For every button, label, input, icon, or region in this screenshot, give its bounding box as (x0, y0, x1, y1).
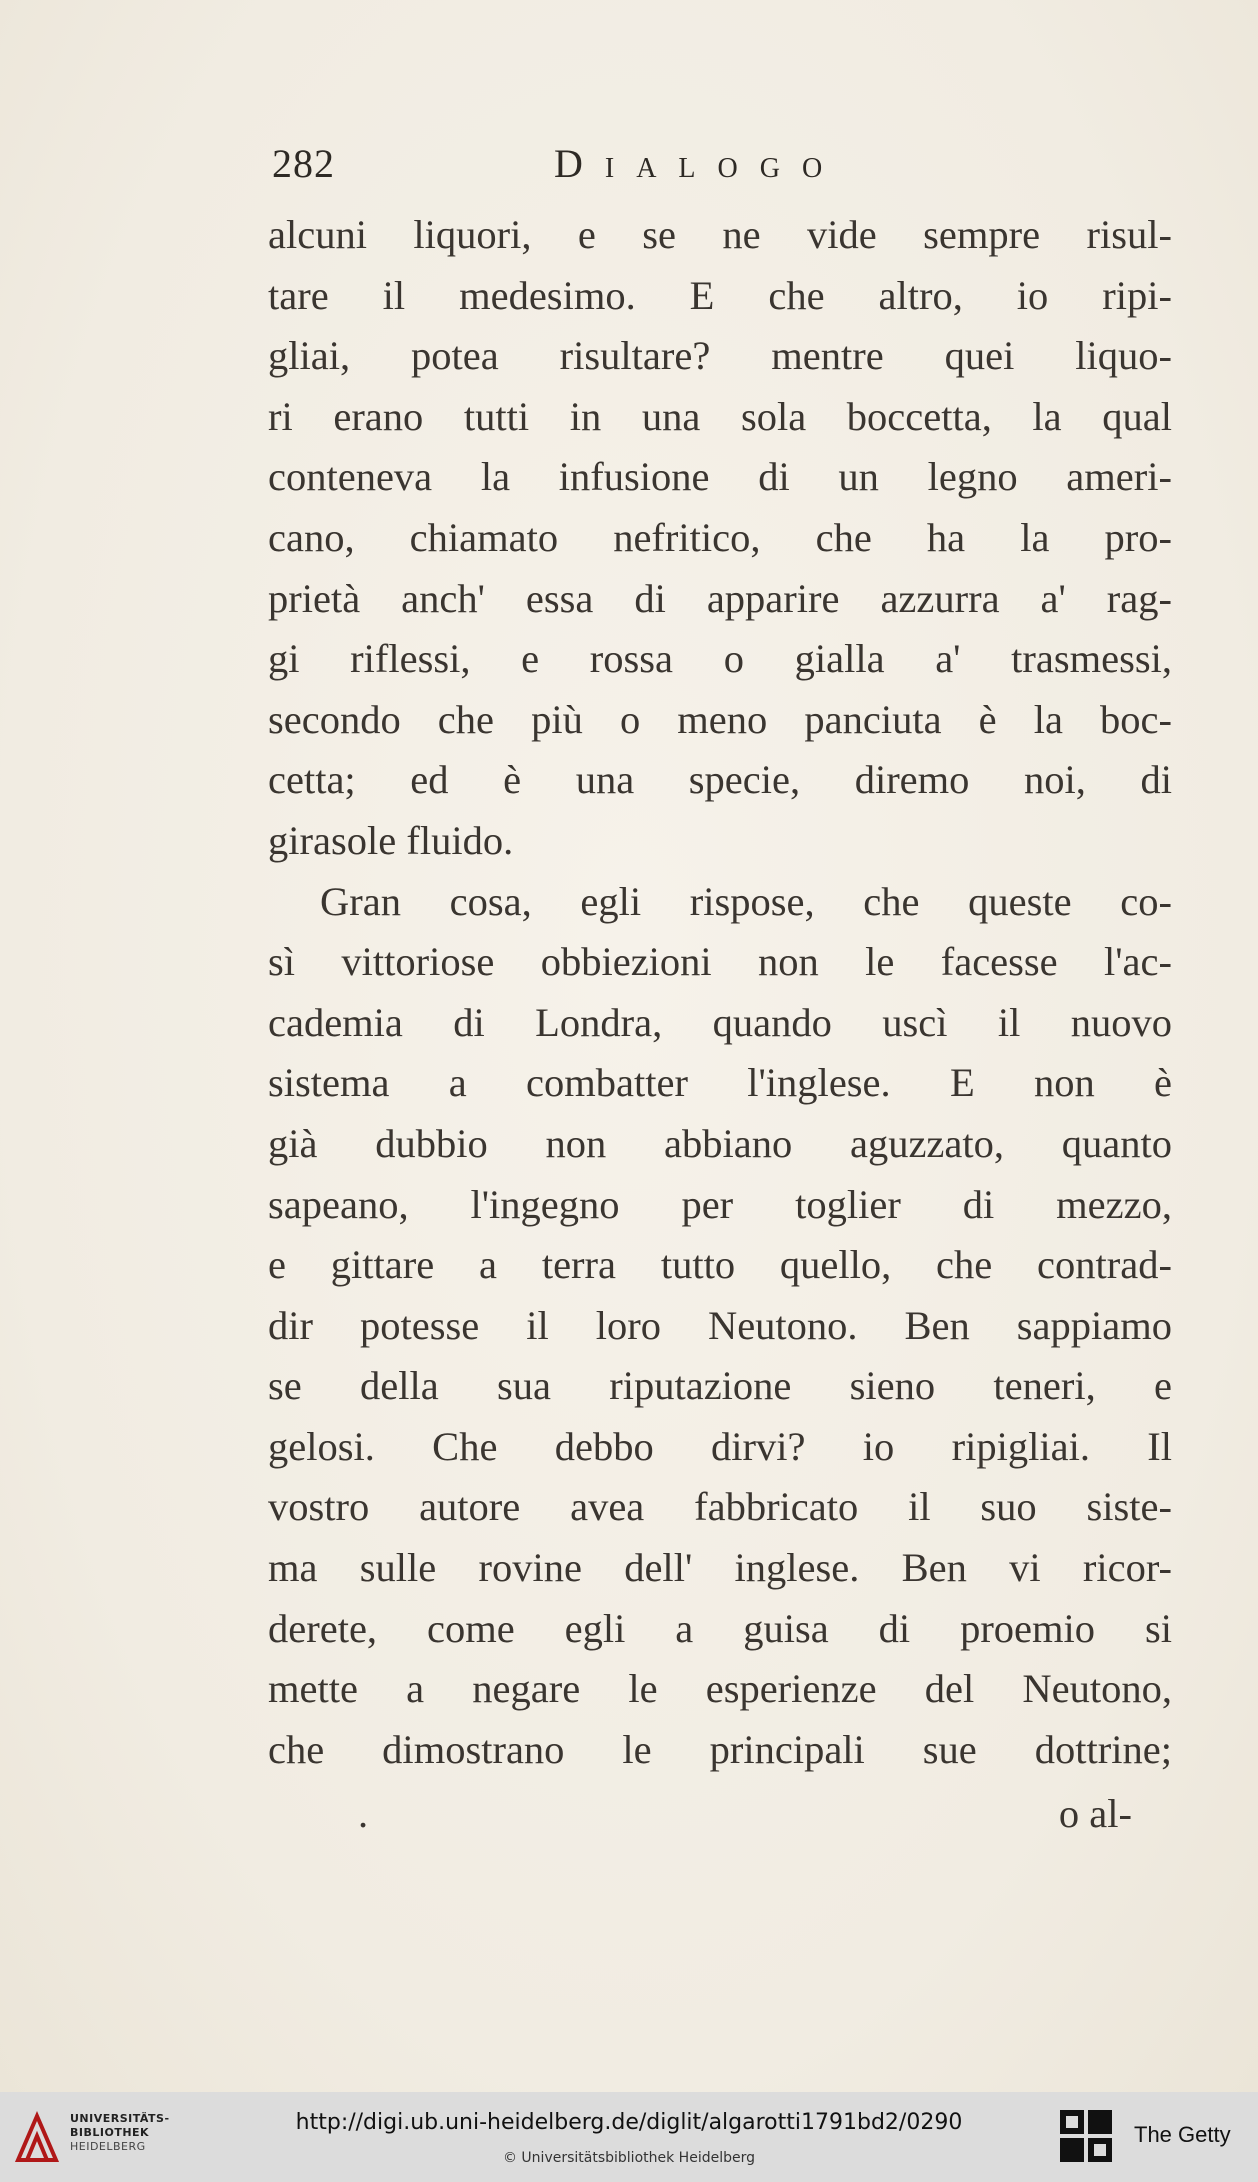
text-line: secondo che più o meno panciuta è la boc- (268, 696, 1172, 742)
text-line: se della sua riputazione sieno teneri, e (268, 1363, 1172, 1409)
text-line: ma sulle rovine dell' inglese. Ben vi ricor- (268, 1545, 1172, 1591)
catchword: o al- (1058, 1791, 1132, 1836)
text-line: mette a negare le esperienze del Neutono, (268, 1666, 1172, 1712)
body-text (268, 205, 1172, 1780)
text-line: cademia di Londra, quando uscì il nuovo (268, 999, 1172, 1045)
page-number: 282 (272, 141, 335, 186)
catchword-line (268, 1790, 1172, 1850)
text-line: gliai, potea risultare? mentre quei liquo- (268, 333, 1172, 379)
text-line: che dimostrano le principali sue dottrine; (268, 1726, 1172, 1772)
text-line: cano, chiamato nefritico, che ha la pro- (268, 514, 1172, 560)
text-line: dir potesse il loro Neutono. Ben sappiamo (268, 1302, 1172, 1348)
text-line: derete, come egli a guisa di proemio si (268, 1605, 1172, 1651)
text-line: alcuni liquori, e se ne vide sempre risul- (268, 212, 1172, 257)
text-line: vostro autore avea fabbricato il suo siste- (268, 1484, 1172, 1530)
text-line: Gran cosa, egli rispose, che queste co- (320, 878, 1172, 924)
copyright-notice: © Universitätsbibliothek Heidelberg (502, 2150, 755, 2166)
text-line: sì vittoriose obbiezioni non le facesse l'ac- (268, 939, 1172, 985)
text-line: gi riflessi, e rossa o gialla a' trasmessi, (268, 636, 1172, 682)
getty-label: The Getty (1134, 2122, 1231, 2147)
text-line: girasole fluido. (268, 817, 514, 863)
text-line: gelosi. Che debbo dirvi? io ripigliai. Il (268, 1423, 1172, 1469)
text-line: conteneva la infusione di un legno ameri- (268, 454, 1172, 500)
text-line: sapeano, l'ingegno per toglier di mezzo, (268, 1181, 1172, 1227)
text-line: già dubbio non abbiano aguzzato, quanto (268, 1120, 1172, 1166)
text-line: tare il medesimo. E che altro, io ripi- (268, 272, 1172, 318)
text-line: sistema a combatter l'inglese. E non è (268, 1060, 1172, 1106)
permalink-url[interactable]: http://digi.ub.uni-heidelberg.de/diglit/algarotti1791bd2/0290 (295, 2110, 963, 2135)
getty-logo-icon (1058, 2108, 1114, 2166)
running-head: Dialogo (554, 141, 845, 186)
text-line: cetta; ed è una specie, diremo noi, di (268, 757, 1172, 803)
text-line: e gittare a terra tutto quello, che contrad- (268, 1242, 1172, 1288)
library-name: UNIVERSITÄTS- BIBLIOTHEK HEIDELBERG (70, 2112, 170, 2153)
page-header (272, 140, 1158, 200)
text-line: prietà anch' essa di apparire azzurra a' rag- (268, 575, 1172, 621)
catch-mark: . (358, 1791, 369, 1836)
text-line: ri erano tutti in una sola boccetta, la qual (268, 393, 1172, 439)
viewer-footer (0, 2092, 1258, 2182)
